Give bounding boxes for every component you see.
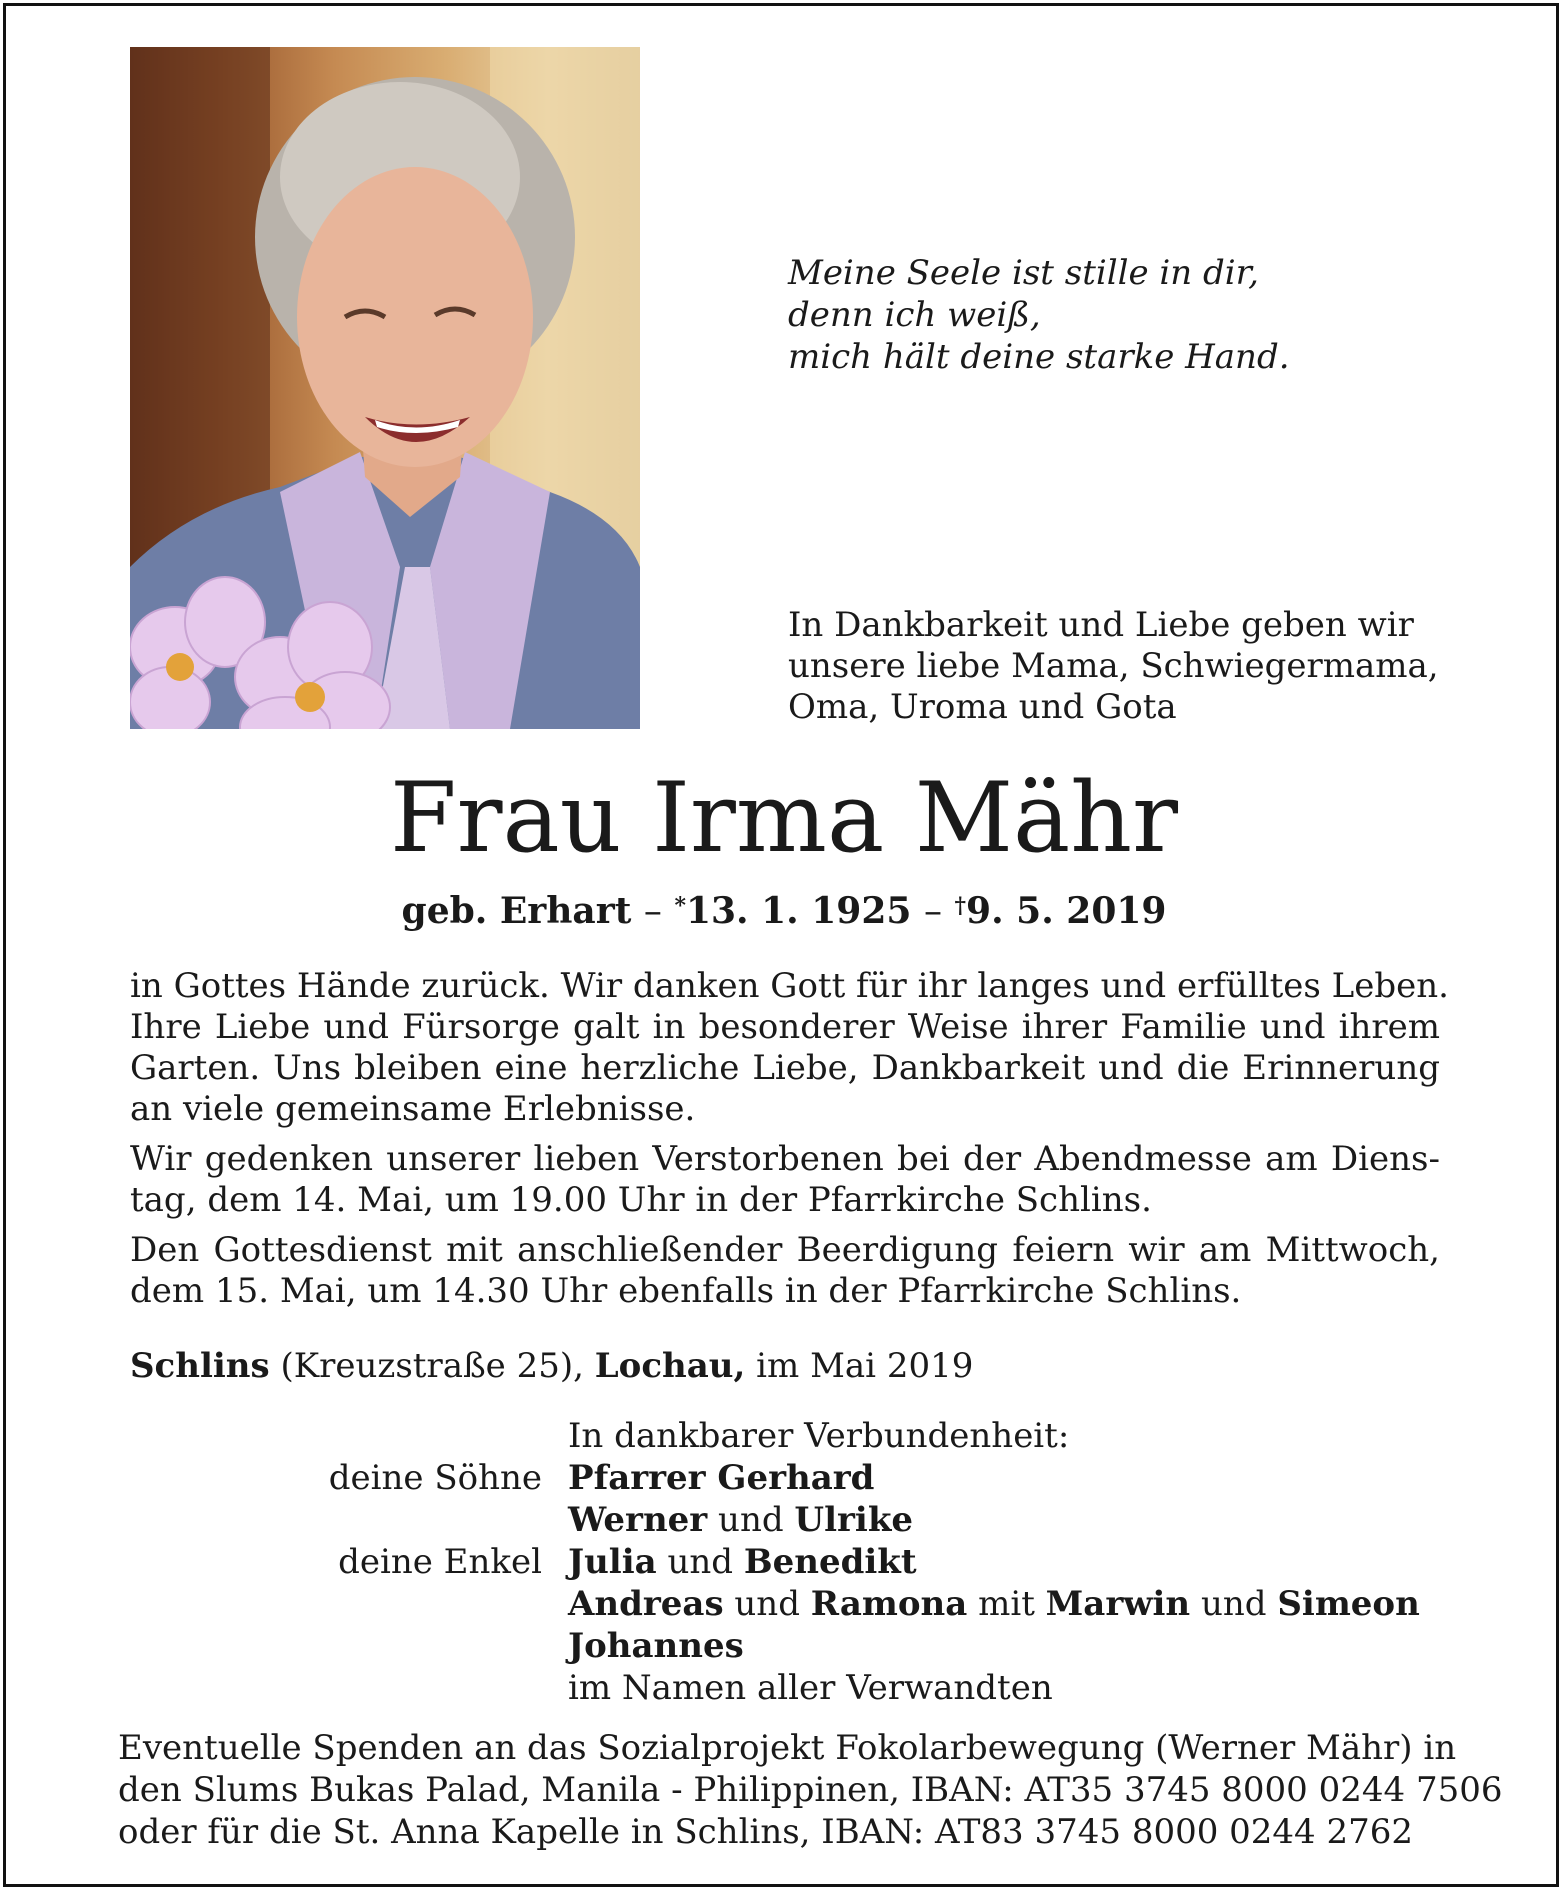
quote-line: Meine Seele ist stille in dir, [788,253,1259,293]
portrait-photo [130,47,640,729]
deceased-name: Frau Irma Mähr [390,762,1178,874]
birth-death-dates [0,884,1568,934]
donation-note [118,1727,1503,1853]
mourner-name: Pfarrer Gerhard [568,1458,875,1498]
connector-word: und [718,1500,784,1540]
quote-line: mich hält deine starke Hand. [788,337,1290,377]
intro-line: In Dankbarkeit und Liebe geben wir [788,605,1414,645]
mourner-line [568,1583,1420,1625]
mourner-line [568,1499,1420,1541]
town-schlins: Schlins [130,1346,270,1386]
mourner-name: Julia [568,1542,657,1582]
connector-word: und [667,1542,734,1582]
death-date: 9. 5. 2019 [966,890,1167,932]
intro-line: Oma, Uroma und Gota [788,687,1177,727]
signature-closing: im Namen aller Verwandten [568,1668,1053,1708]
born-symbol: * [674,893,686,919]
mourner-name: Marwin [1045,1584,1191,1624]
date-separator: – [923,891,942,932]
mourner-name: Werner [568,1500,708,1540]
paragraph-thanks [130,966,1449,1130]
intro-line: unsere liebe Mama, Schwiegermama, [788,646,1439,686]
place-and-date [130,1346,973,1387]
month-year: im Mai 2019 [756,1346,974,1386]
mourner-name: Simeon [1277,1584,1420,1624]
connector-word: mit [978,1584,1035,1624]
paragraph-funeral [130,1230,1440,1312]
bible-quote [788,252,1290,378]
donation-line: Eventuelle Spenden an das Sozialprojekt Fokolarbewegung (Werner Mähr) in [118,1728,1457,1768]
mourner-name: Benedikt [743,1542,917,1582]
body-line: tag, dem 14. Mai, um 19.00 Uhr in der Pfarrkirche Schlins. [130,1180,1152,1220]
mourner-line [568,1457,1420,1499]
mourners-list [568,1415,1420,1709]
mourner-line [568,1625,1420,1667]
mourner-line [568,1541,1420,1583]
mourner-name: Andreas [568,1584,724,1624]
date-separator: – [643,891,662,932]
mourner-name: Johannes [568,1626,744,1666]
paragraph-evening-mass [130,1139,1440,1221]
connector-word: und [1200,1584,1267,1624]
died-symbol: † [954,893,967,919]
address: (Kreuzstraße 25), [280,1346,584,1386]
body-line: Den Gottesdienst mit anschließender Beerdigung feiern wir am Mittwoch, [130,1230,1440,1270]
signature-heading: In dankbarer Verbundenheit: [568,1416,1070,1456]
relation-labels [130,1415,542,1583]
mourner-name: Ramona [810,1584,968,1624]
sons-label: deine Söhne [328,1458,542,1498]
town-lochau: Lochau, [594,1346,746,1386]
obituary-body [130,966,1449,1321]
birth-name: geb. Erhart [401,890,632,932]
body-line: Garten. Uns bleiben eine herzliche Liebe, Dankbarkeit und die Erinnerung [130,1048,1440,1088]
body-line: Wir gedenken unserer lieben Verstorbenen bei der Abendmesse am Diens- [130,1139,1440,1179]
donation-line: oder für die St. Anna Kapelle in Schlins, IBAN: AT83 3745 8000 0244 2762 [118,1812,1414,1852]
connector-word: und [734,1584,800,1624]
body-line: in Gottes Hände zurück. Wir danken Gott für ihr langes und erfülltes Leben. [130,966,1449,1006]
donation-line: den Slums Bukas Palad, Manila - Philippinen, IBAN: AT35 3745 8000 0244 7506 [118,1770,1503,1810]
mourner-name: Ulrike [794,1500,914,1540]
birth-date: 13. 1. 1925 [685,890,912,932]
body-line: dem 15. Mai, um 14.30 Uhr ebenfalls in der Pfarrkirche Schlins. [130,1271,1242,1311]
grandchildren-label: deine Enkel [338,1542,542,1582]
intro-text [788,605,1439,728]
body-line: Ihre Liebe und Fürsorge galt in besonderer Weise ihrer Familie und ihrem [130,1007,1440,1047]
body-line: an viele gemeinsame Erlebnisse. [130,1089,696,1129]
quote-line: denn ich weiß, [788,295,1041,335]
